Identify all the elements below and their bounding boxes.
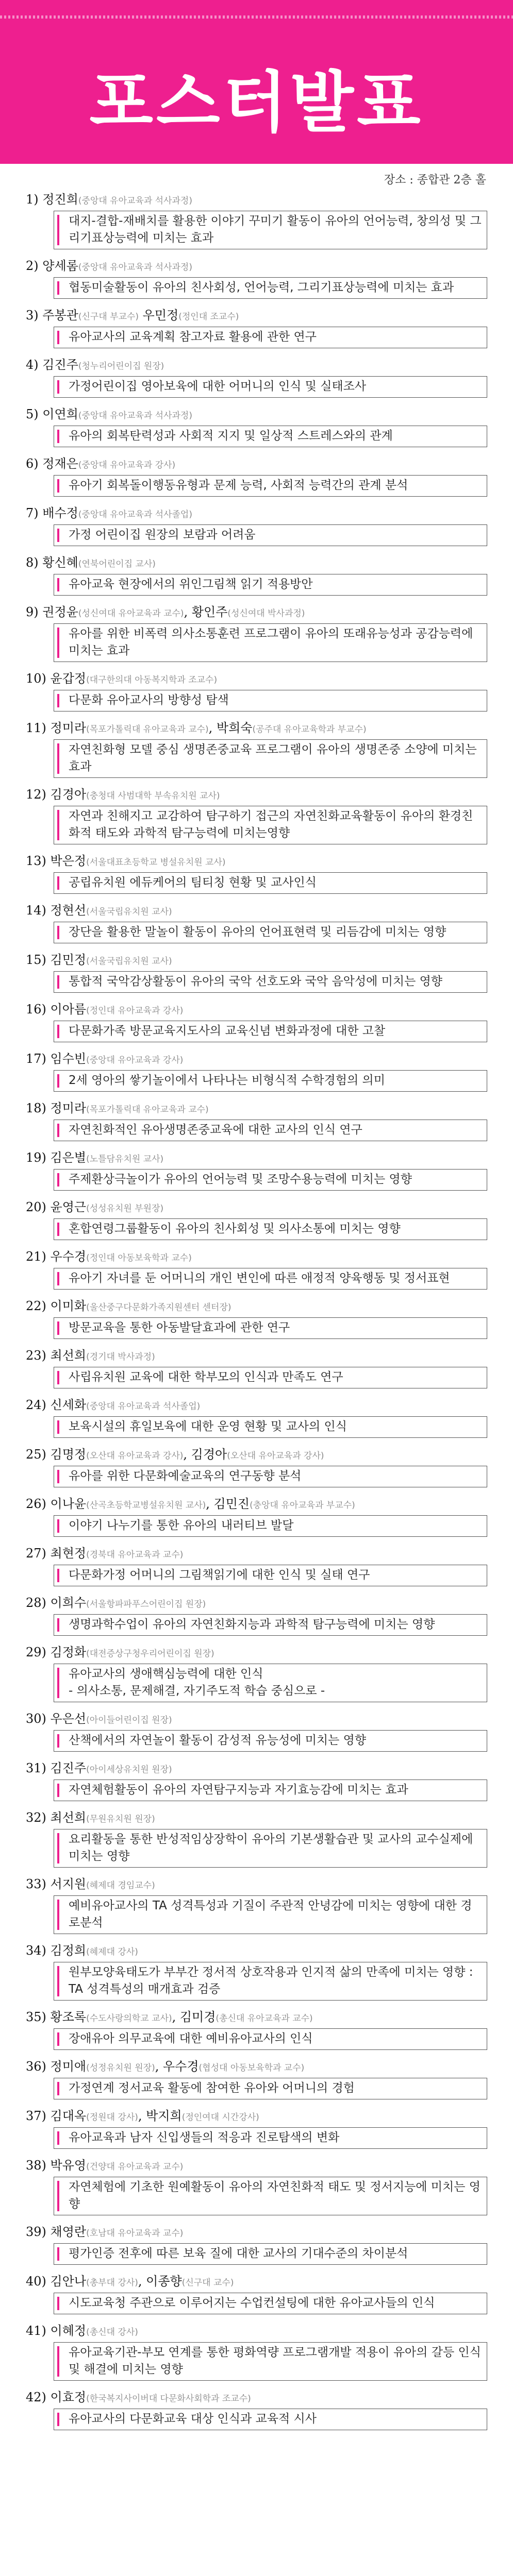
entry-authors [26,1051,487,1068]
entry-authors [26,1150,487,1167]
author-affiliation: (서울국립유치원 교사) [86,956,172,967]
author-affiliation: (성신여대 박사과정) [227,608,305,619]
entry-title: 요리활동을 통한 반성적임상장학이 유아의 기본생활습관 및 교사의 교수실제에 미치는 영향 [54,1829,487,1868]
author-name: 김명정 [50,1447,87,1462]
entry-title: 유아기 자녀를 둔 어머니의 개인 변인에 따른 애정적 양육행동 및 정서표현 [54,1268,487,1290]
author-affiliation: (수도사랑의학교 교사) [86,2013,172,2024]
entry-authors [26,1397,487,1414]
author-affiliation: (중앙대 유아교육과 석사과정) [78,411,192,421]
author-name: 최선희 [50,1810,87,1825]
header-dotted-stripe [0,15,513,19]
poster-entry [26,192,487,249]
poster-entry [26,2009,487,2050]
author-affiliation: (혜제대 경임교수) [86,1880,155,1891]
entry-title: 유아교육 현장에서의 위인그림책 읽기 적용방안 [54,574,487,596]
entry-title: 다문화가정 어머니의 그림책읽기에 대한 인식 및 실태 연구 [54,1565,487,1586]
author-affiliation: (중앙대 유아교육과 석사졸업) [86,1401,201,1412]
entry-authors [26,505,487,522]
entry-authors [26,1876,487,1893]
author-affiliation: (건양대 유아교육과 교수) [86,2162,184,2172]
author-name: 김정화 [50,1645,87,1659]
entry-title: 자연친화적인 유아생명존중교육에 대한 교사의 인식 연구 [54,1120,487,1141]
entry-title: 평가인증 전후에 따른 보육 질에 대한 교사의 기대수준의 차이분석 [54,2243,487,2265]
poster-entry [26,1546,487,1586]
entry-title: 유아를 위한 비폭력 의사소통훈련 프로그램이 유아의 또래유능성과 공감능력에 미치는 효과 [54,623,487,662]
author-name: , 김미경 [172,2010,216,2024]
entry-title: 산책에서의 자연놀이 활동이 감성적 유능성에 미치는 영향 [54,1730,487,1752]
author-affiliation: (서울국립유치원 교사) [86,907,172,917]
entry-authors [26,1447,487,1464]
author-affiliation: (아이세상유치원 원장) [86,1765,172,1775]
author-affiliation: (서울대표초등학교 병설유치원 교사) [86,857,226,868]
poster-entry [26,1397,487,1438]
entry-number: 17) [26,1052,46,1066]
author-name: 박유영 [50,2158,87,2173]
entry-number: 34) [26,1943,46,1958]
entry-authors [26,671,487,688]
entry-number: 30) [26,1711,46,1726]
entry-authors [26,1810,487,1827]
entry-number: 12) [26,787,46,802]
venue-label: 장소 : 종합관 2층 홀 [384,174,486,187]
entry-title: 유아교사의 교육계획 참고자료 활용에 관한 연구 [54,327,487,348]
poster-entry [26,2158,487,2215]
author-affiliation: (성정유치원 원장) [86,2063,155,2073]
poster-entry [26,2274,487,2314]
entry-number: 35) [26,2010,46,2024]
entry-title: 공립유치원 에듀케어의 팀티칭 현황 및 교사인식 [54,872,487,894]
author-affiliation: (한국복지사이버대 다문화사회학과 조교수) [86,2394,251,2404]
poster-header-banner [0,0,513,164]
entry-number: 16) [26,1002,46,1016]
entry-authors [26,1760,487,1777]
author-affiliation: (경기대 박사과정) [86,1352,155,1362]
author-affiliation: (중앙대 유아교육과 석사졸업) [78,510,192,520]
author-affiliation: (오산대 유아교육과 강사) [227,1451,324,1461]
entry-number: 1) [26,192,39,207]
author-name: 이미화 [50,1299,87,1313]
poster-entry [26,1150,487,1191]
entry-number: 33) [26,1877,46,1891]
author-name: 김안나 [50,2274,87,2289]
entry-number: 5) [26,407,39,421]
entry-title: 자연체험활동이 유아의 자연탐구지능과 자기효능감에 미치는 효과 [54,1780,487,1801]
entry-title: 보육시설의 휴일보육에 대한 운영 현황 및 교사의 인식 [54,1416,487,1438]
entry-number: 19) [26,1150,46,1165]
poster-entry [26,853,487,894]
poster-entry [26,1249,487,1290]
author-affiliation: (울산중구다문화가족지원센터 센터장) [86,1302,231,1313]
entry-number: 41) [26,2324,46,2338]
entry-title: 유아교육기관-부모 연계를 통한 평화역량 프로그램개발 적용이 유아의 갈등 인식 및 해결에 미치는 영향 [54,2342,487,2381]
entry-number: 23) [26,1348,46,1363]
poster-entry [26,2323,487,2381]
entry-title: 장애유아 의무교육에 대한 예비유아교사의 인식 [54,2028,487,2050]
entry-title: 유아교사의 다문화교육 대상 인식과 교육적 시사 [54,2409,487,2430]
entry-authors [26,192,487,209]
author-name: 정현선 [50,903,87,918]
entry-number: 32) [26,1810,46,1825]
entry-authors [26,1100,487,1117]
author-name: 서지원 [50,1877,87,1891]
author-name: 주봉관 [42,308,78,323]
entry-authors [26,406,487,423]
entry-number: 22) [26,1299,46,1313]
author-name: 이희수 [50,1596,87,1610]
entry-title: 방문교육을 통한 아동발달효과에 관한 연구 [54,1317,487,1339]
entry-authors [26,1199,487,1216]
entry-authors [26,787,487,804]
poster-entry [26,555,487,596]
author-affiliation: (충청대 사범대학 부속유치원 교사) [86,791,220,801]
entry-title: 시도교육청 주관으로 이루어지는 수업컨설팅에 대한 유아교사들의 인식 [54,2293,487,2314]
author-affiliation: (중앙대 유아교육과 강사) [78,460,176,470]
entry-authors [26,720,487,737]
author-affiliation: (성성유치원 부원장) [86,1204,164,1214]
entry-number: 14) [26,903,46,918]
entry-number: 8) [26,555,39,570]
entry-authors [26,456,487,473]
author-name: 정미라 [50,721,87,735]
entry-number: 3) [26,308,39,323]
author-affiliation: (정인대 유아교육과 강사) [86,1006,184,1016]
author-affiliation: (연북어린이집 교사) [78,559,156,569]
poster-entry [26,604,487,662]
entry-title: 예비유아교사의 TA 성격특성과 기질이 주관적 안녕감에 미치는 영향에 대한 경로분석 [54,1895,487,1934]
entry-title: 유아기 회복돌이행동유형과 문제 능력, 사회적 능력간의 관계 분석 [54,475,487,497]
author-name: 채영란 [50,2225,87,2239]
page-title: 포스터발표 [89,64,424,141]
poster-entry [26,720,487,778]
author-name: 우민정 [139,308,179,323]
author-name: 김진주 [50,1761,87,1775]
poster-entry [26,258,487,299]
author-name: 김진주 [42,358,78,372]
author-name: 배수정 [42,506,78,520]
author-affiliation: (서울항파파푸스어린이집 원장) [86,1599,206,1609]
entry-authors [26,308,487,325]
poster-entry [26,456,487,497]
author-name: , 김민진 [206,1497,250,1511]
author-name: 이나윤 [50,1497,87,1511]
entry-title: 대지-결합-재배치를 활용한 이야기 꾸미기 활동이 유아의 언어능력, 창의성 및 그리기표상능력에 미치는 효과 [54,211,487,249]
poster-entry [26,1100,487,1141]
entry-title: 협동미술활동이 유아의 친사회성, 언어능력, 그리기표상능력에 미치는 효과 [54,277,487,299]
entry-number: 28) [26,1596,46,1610]
entry-title: 유아의 회복탄력성과 사회적 지지 및 일상적 스트레스와의 관계 [54,426,487,447]
entry-number: 39) [26,2225,46,2239]
entry-number: 31) [26,1761,46,1775]
poster-entry [26,1760,487,1801]
author-affiliation: (목포가톨릭대 유아교육과 교수) [86,724,209,735]
author-name: 양세롬 [42,259,78,273]
entry-authors [26,1645,487,1662]
author-affiliation: (협성대 아동보육학과 교수) [198,2063,305,2073]
entry-authors [26,1595,487,1612]
author-affiliation: (정인대 아동보육학과 교수) [86,1253,192,1263]
author-affiliation: (정원대 강사) [86,2112,138,2123]
author-name: 우수경 [50,1249,87,1264]
entry-number: 11) [26,721,46,735]
entry-number: 2) [26,259,39,273]
poster-entry [26,1595,487,1636]
entry-authors [26,1348,487,1365]
entry-title: 장단을 활용한 말놀이 활동이 유아의 언어표현력 및 리듬감에 미치는 영향 [54,922,487,943]
poster-entry [26,1348,487,1388]
author-name: , 김경아 [183,1447,227,1462]
author-affiliation: (충앙대 유아교육과 부교수) [250,1500,355,1511]
entry-number: 37) [26,2109,46,2123]
entry-number: 29) [26,1645,46,1659]
entry-authors [26,1298,487,1315]
author-affiliation: (청누리어린이집 원장) [78,361,164,371]
poster-entry [26,2224,487,2265]
entry-authors [26,1711,487,1728]
poster-entry [26,903,487,943]
entry-authors [26,2389,487,2406]
author-name: , 박지희 [138,2109,182,2123]
entry-title: 가정연계 정서교육 활동에 참여한 유아와 어머니의 경험 [54,2078,487,2099]
author-affiliation: (정인여대 시간강사) [181,2112,259,2123]
poster-entry [26,1711,487,1752]
entry-number: 6) [26,456,39,471]
author-affiliation: (아이들어린이집 원장) [86,1715,172,1725]
entry-authors [26,853,487,870]
author-name: 이연희 [42,407,78,421]
poster-entry [26,671,487,711]
entry-number: 38) [26,2158,46,2173]
entry-authors [26,1496,487,1513]
entry-authors [26,1249,487,1266]
author-affiliation: (대구한의대 아동복지학과 조교수) [86,675,218,685]
entry-authors [26,2323,487,2340]
entry-title: 자연친화형 모델 중심 생명존중교육 프로그램이 유아의 생명존중 소양에 미치는 효과 [54,739,487,778]
entry-title: 자연과 친해지고 교감하여 탐구하기 접근의 자연친화교육활동이 유아의 환경친화적 태도와 과학적 탐구능력에 미치는영향 [54,806,487,844]
entry-title: 자연체험에 기초한 원예활동이 유아의 자연친화적 태도 및 정서지능에 미치는 영향 [54,2177,487,2215]
author-name: , 이종향 [138,2274,182,2289]
author-name: 김경아 [50,787,87,802]
entry-authors [26,2224,487,2241]
poster-entry [26,2389,487,2430]
entry-title: 생명과학수업이 유아의 자연친화지능과 과학적 탐구능력에 미치는 영향 [54,1614,487,1636]
author-affiliation: (혜제대 강사) [86,1947,138,1957]
author-name: , 박희숙 [208,721,253,735]
entry-authors [26,1002,487,1019]
entry-authors [26,555,487,572]
author-affiliation: (정인대 조교수) [178,312,239,322]
author-name: 이혜정 [50,2324,87,2338]
entry-title: 사립유치원 교육에 대한 학부모의 인식과 만족도 연구 [54,1367,487,1388]
poster-entry [26,1876,487,1934]
author-name: 김은별 [50,1150,87,1165]
author-affiliation: (공주대 유아교육학과 부교수) [252,724,367,735]
poster-entry [26,1002,487,1042]
poster-entry [26,952,487,993]
poster-entry [26,1496,487,1537]
author-name: 정재은 [42,456,78,471]
author-affiliation: (목포가톨릭대 유아교육과 교수) [86,1105,209,1115]
entry-number: 40) [26,2274,46,2289]
author-affiliation: (성신여대 유아교육과 교수) [78,608,184,619]
author-name: 김대옥 [50,2109,87,2123]
entry-authors [26,952,487,969]
author-name: 황조록 [50,2010,87,2024]
poster-entry [26,2108,487,2149]
entry-authors [26,2059,487,2076]
poster-entry [26,1943,487,2001]
author-name: 이효정 [50,2390,87,2404]
entry-number: 36) [26,2059,46,2074]
author-name: 권정윤 [42,605,78,619]
author-affiliation: (산곡초등학교병설유치원 교사) [86,1500,206,1511]
author-name: 이아름 [50,1002,87,1016]
author-affiliation: (중앙대 유아교육과 강사) [86,1055,184,1065]
entry-authors [26,2108,487,2125]
entry-authors [26,2158,487,2175]
poster-entry [26,406,487,447]
author-name: 우은선 [50,1711,87,1726]
author-name: 정미애 [50,2059,87,2074]
entry-authors [26,357,487,374]
entry-number: 7) [26,506,39,520]
author-affiliation: (경북대 유아교육과 교수) [86,1550,184,1560]
author-affiliation: (중앙대 유아교육과 석사과정) [78,262,192,273]
entry-number: 15) [26,953,46,967]
author-name: 정진희 [42,192,78,207]
author-affiliation: (총부대 강사) [86,2278,138,2288]
poster-entry [26,357,487,398]
entry-number: 42) [26,2390,46,2404]
entry-title: 이야기 나누기를 통한 유아의 내러티브 발달 [54,1515,487,1537]
entry-number: 27) [26,1546,46,1561]
entry-authors [26,258,487,275]
author-name: 윤영근 [50,1200,87,1214]
author-name: , 우수경 [155,2059,199,2074]
author-name: 최선희 [50,1348,87,1363]
entry-title: 2세 영아의 쌓기놀이에서 나타나는 비형식적 수학경험의 의미 [54,1070,487,1092]
author-name: 황신혜 [42,555,78,570]
poster-entry [26,505,487,546]
entry-number: 9) [26,605,39,619]
poster-list [26,192,487,2439]
author-name: 신세화 [50,1398,87,1412]
author-name: 임수빈 [50,1052,87,1066]
entry-authors [26,2274,487,2291]
author-affiliation: (노틀담유치원 교사) [86,1154,164,1164]
author-affiliation: (신구대 부교수) [78,312,139,322]
author-affiliation: (무원유치원 원장) [86,1814,155,1824]
entry-number: 24) [26,1398,46,1412]
poster-entry [26,1199,487,1240]
poster-entry [26,1447,487,1487]
entry-authors [26,1546,487,1563]
poster-entry [26,1645,487,1702]
poster-entry [26,1298,487,1339]
entry-number: 18) [26,1101,46,1115]
author-affiliation: (총신대 유아교육과 교수) [216,2013,313,2024]
entry-number: 26) [26,1497,46,1511]
entry-title: 유아교사의 생애핵심능력에 대한 인식 - 의사소통, 문제해결, 자기주도적 학습 중심으로 - [54,1664,487,1702]
entry-title: 주제환상극놀이가 유아의 언어능력 및 조망수용능력에 미치는 영향 [54,1169,487,1191]
entry-number: 4) [26,358,39,372]
entry-title: 가정 어린이집 원장의 보람과 어려움 [54,524,487,546]
entry-title: 가정어린이집 영아보육에 대한 어머니의 인식 및 실태조사 [54,376,487,398]
author-affiliation: (오산대 유아교육과 강사) [86,1451,184,1461]
author-affiliation: (중앙대 유아교육과 석사과정) [78,196,192,206]
entry-authors [26,2009,487,2026]
author-affiliation: (총신대 강사) [86,2327,138,2337]
entry-title: 통합적 국악감상활동이 유아의 국악 선호도와 국악 음악성에 미치는 영향 [54,971,487,993]
author-name: 정미라 [50,1101,87,1115]
poster-entry [26,1051,487,1092]
poster-entry [26,787,487,844]
author-name: 윤갑정 [50,671,87,686]
poster-entry [26,1810,487,1868]
entry-title: 원부모양육태도가 부부간 정서적 상호작용과 인지적 삶의 만족에 미치는 영향 : TA 성격특성의 매개효과 검증 [54,1962,487,2001]
poster-entry [26,308,487,348]
entry-number: 10) [26,671,46,686]
entry-authors [26,903,487,920]
entry-title: 유아를 위한 다문화예술교육의 연구동향 분석 [54,1466,487,1487]
entry-number: 20) [26,1200,46,1214]
entry-title: 유아교육과 남자 신입생들의 적응과 진로탐색의 변화 [54,2127,487,2149]
entry-number: 25) [26,1447,46,1462]
author-affiliation: (신구대 교수) [181,2278,234,2288]
entry-title: 혼합연령그룹활동이 유아의 친사회성 및 의사소통에 미치는 영향 [54,1218,487,1240]
author-name: 김민정 [50,953,87,967]
author-name: 최현정 [50,1546,87,1561]
author-affiliation: (대전증상구청우리어린이집 원장) [86,1649,214,1659]
author-affiliation: (호남대 유아교육과 교수) [86,2228,184,2239]
entry-authors [26,1943,487,1960]
entry-number: 21) [26,1249,46,1264]
entry-title: 다문화가족 방문교육지도사의 교육신념 변화과정에 대한 고찰 [54,1021,487,1042]
entry-authors [26,604,487,621]
entry-title: 다문화 유아교사의 방향성 탐색 [54,690,487,711]
author-name: 김정희 [50,1943,87,1958]
poster-entry [26,2059,487,2099]
author-name: , 황인주 [184,605,228,619]
author-name: 박은정 [50,854,87,868]
entry-number: 13) [26,854,46,868]
